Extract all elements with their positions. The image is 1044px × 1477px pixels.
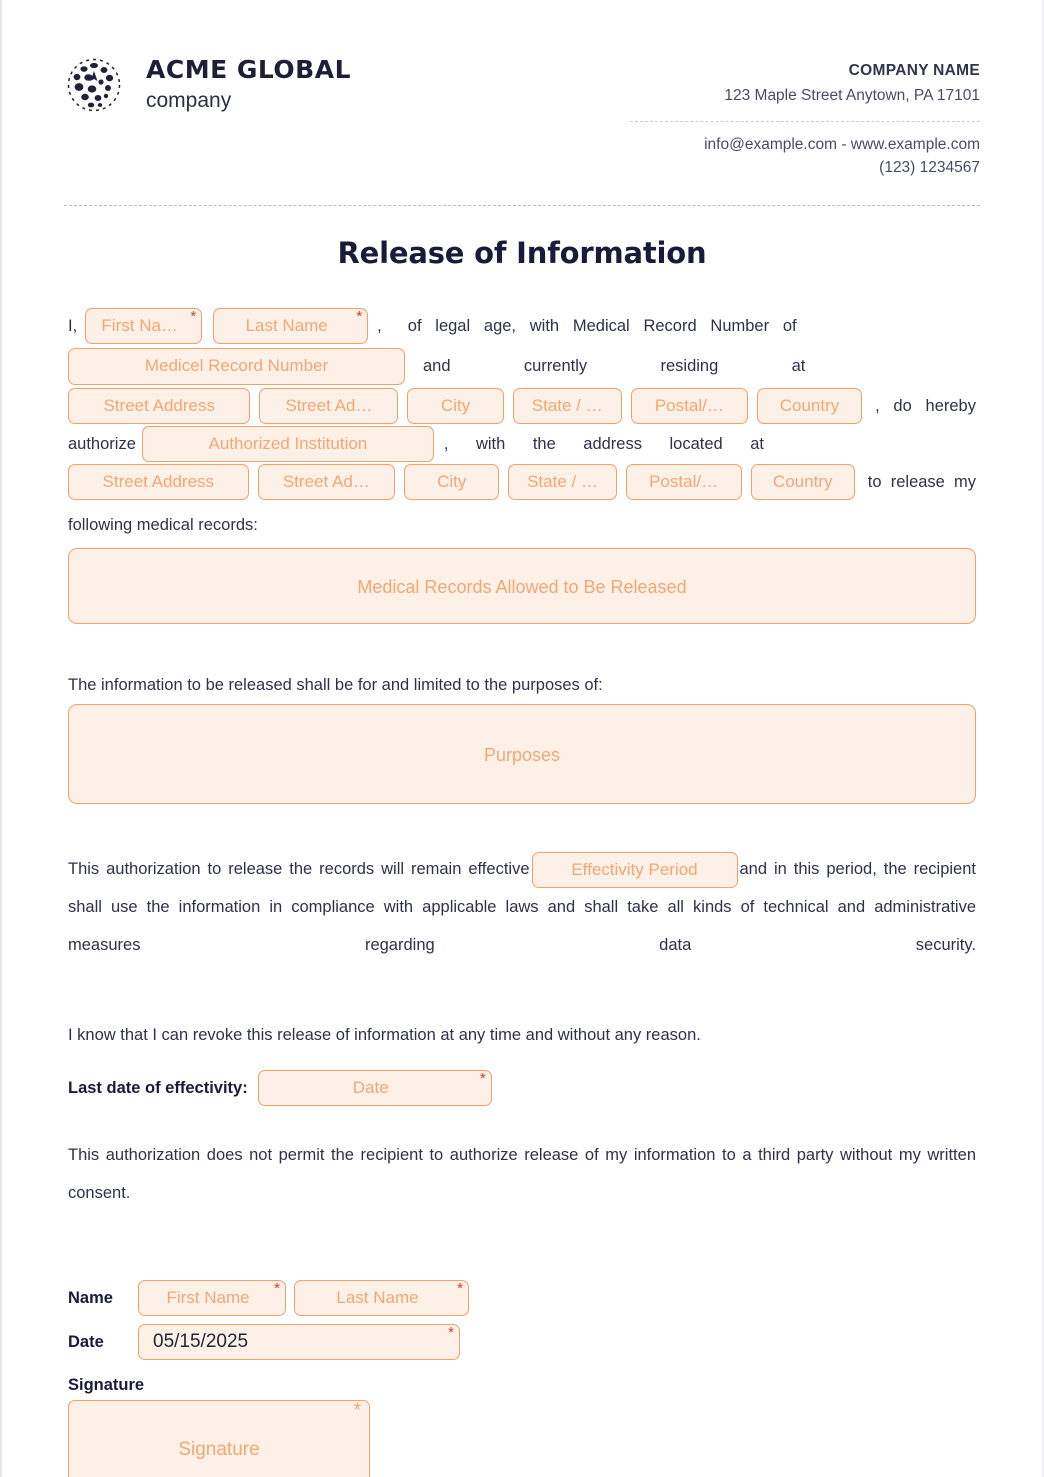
- brand-text: [146, 56, 351, 114]
- first-name-field[interactable]: [85, 308, 202, 344]
- effectivity-period-placeholder: Effectivity Period: [571, 859, 698, 879]
- brand-block: [64, 55, 351, 115]
- spacer: [68, 1050, 976, 1068]
- mrn-placeholder: Medicel Record Number: [144, 355, 329, 375]
- effectivity-part-2: and in this period, the recipient shall use the information in compliance with applicable laws and shall take all kinds of technical and administrative measures regarding data security.: [68, 860, 976, 955]
- company-info: [630, 55, 980, 179]
- authorized-institution-field[interactable]: [142, 426, 434, 462]
- effectivity-paragraph: [68, 850, 976, 1002]
- globe-dots-logo-icon: [64, 55, 124, 115]
- signer-info-grid: [68, 1280, 976, 1360]
- intro-line-2: [68, 346, 976, 386]
- spacer: [68, 624, 976, 670]
- required-asterisk: *: [274, 1280, 280, 1298]
- company-address: 123 Maple Street Anytown, PA 17101: [724, 86, 980, 104]
- city-placeholder: City: [437, 472, 467, 492]
- document-header: [2, 0, 1042, 179]
- country-placeholder: Country: [779, 396, 840, 416]
- institution-postal-field[interactable]: [626, 464, 742, 500]
- intro-lead: I,: [68, 317, 78, 336]
- residence-country-field[interactable]: [757, 388, 862, 424]
- street-address-placeholder: Street Address: [102, 472, 215, 492]
- signer-first-name-field[interactable]: [138, 1280, 286, 1316]
- institution-country-field[interactable]: [751, 464, 855, 500]
- signature-field[interactable]: [68, 1400, 370, 1477]
- postal-placeholder: Postal/…: [649, 472, 719, 492]
- authorized-institution-placeholder: Authorized Institution: [208, 434, 368, 454]
- signer-last-name-placeholder: Last Name: [336, 1288, 419, 1308]
- company-contact-phone: (123) 1234567: [879, 158, 980, 176]
- state-placeholder: State / …: [527, 472, 598, 492]
- revoke-text: I know that I can revoke this release of information at any time and without any reason.: [68, 1026, 701, 1045]
- third-party-paragraph: This authorization does not permit the recipient to authorize release of my information to a third party without my written consent.: [68, 1146, 976, 1203]
- street-address-2-placeholder: Street Ad…: [282, 472, 370, 492]
- medical-records-allowed-field[interactable]: [68, 548, 976, 624]
- company-contact-email-site: info@example.com - www.example.com: [704, 135, 980, 153]
- signed-date-value: 05/15/2025: [153, 1331, 249, 1353]
- authorize-institution-row: [68, 426, 976, 462]
- signer-last-name-field[interactable]: [294, 1280, 469, 1316]
- residence-city-field[interactable]: [407, 388, 503, 424]
- required-asterisk: *: [356, 308, 363, 326]
- postal-placeholder: Postal/…: [654, 396, 724, 416]
- residence-street-address-2-field[interactable]: [259, 388, 398, 424]
- institution-address-row: [68, 464, 976, 500]
- after-address-2-text: to release my: [867, 472, 977, 491]
- date-fields: [138, 1324, 976, 1360]
- required-asterisk: *: [448, 1324, 454, 1342]
- name-label: Name: [68, 1288, 113, 1307]
- spacer: [68, 1106, 976, 1136]
- name-fields: [138, 1280, 976, 1316]
- header-divider: [64, 205, 980, 206]
- after-address-1-text: , do hereby: [875, 396, 976, 415]
- signer-first-name-placeholder: First Name: [166, 1288, 250, 1308]
- last-date-field[interactable]: [258, 1070, 492, 1106]
- last-name-field[interactable]: [213, 308, 368, 344]
- page-title: Release of Information: [337, 236, 707, 271]
- institution-street-address-field[interactable]: [68, 464, 249, 500]
- country-placeholder: Country: [772, 472, 833, 492]
- residence-street-address-field[interactable]: [68, 388, 250, 424]
- last-date-label: Last date of effectivity:: [68, 1078, 248, 1097]
- medical-records-allowed-placeholder: Medical Records Allowed to Be Released: [357, 577, 687, 598]
- state-placeholder: State / …: [531, 396, 603, 416]
- authorize-word: authorize: [68, 434, 136, 453]
- spacer: [68, 1002, 976, 1020]
- last-date-row: [68, 1070, 976, 1106]
- after-institution-text: , with the address located at: [443, 434, 764, 453]
- purposes-placeholder: Purposes: [483, 745, 561, 766]
- residence-address-row: [68, 388, 976, 424]
- date-placeholder: Date: [352, 1078, 389, 1098]
- institution-street-address-2-field[interactable]: [258, 464, 396, 500]
- company-divider: [630, 121, 980, 122]
- purposes-intro-text: The information to be released shall be for and limited to the purposes of:: [68, 676, 603, 695]
- document-body: [2, 306, 1042, 1477]
- company-name: COMPANY NAME: [848, 62, 980, 79]
- signed-date-field[interactable]: [138, 1324, 460, 1360]
- last-name-placeholder: Last Name: [245, 316, 328, 336]
- first-name-placeholder: First Na…: [101, 316, 178, 336]
- required-asterisk: *: [457, 1280, 463, 1298]
- intro-line-1: [68, 306, 976, 346]
- purposes-field[interactable]: [68, 704, 976, 804]
- following-records-text: following medical records:: [68, 516, 258, 535]
- effectivity-part-1: This authorization to release the records will remain effective: [68, 860, 530, 879]
- date-label: Date: [68, 1332, 104, 1351]
- street-address-2-placeholder: Street Ad…: [285, 396, 373, 416]
- residence-state-field[interactable]: [513, 388, 622, 424]
- signature-placeholder: Signature: [178, 1439, 260, 1461]
- required-asterisk: *: [353, 1400, 361, 1422]
- street-address-placeholder: Street Address: [103, 396, 215, 416]
- required-asterisk: *: [479, 1070, 486, 1088]
- medical-record-number-field[interactable]: [68, 348, 405, 385]
- required-asterisk: *: [190, 308, 197, 326]
- residence-postal-field[interactable]: [631, 388, 748, 424]
- effectivity-period-field[interactable]: [532, 852, 738, 888]
- spacer: [68, 804, 976, 850]
- intro-run-1: of legal age, with Medical Record Number of: [407, 317, 797, 336]
- institution-city-field[interactable]: [404, 464, 499, 500]
- city-placeholder: City: [440, 396, 471, 416]
- signature-label: Signature: [68, 1376, 145, 1395]
- institution-state-field[interactable]: [508, 464, 616, 500]
- intro-comma: ,: [377, 317, 382, 336]
- brand-subtitle: company: [146, 88, 232, 112]
- brand-name: ACME GLOBAL: [146, 54, 351, 84]
- intro-run-2: and currently residing at: [423, 357, 806, 376]
